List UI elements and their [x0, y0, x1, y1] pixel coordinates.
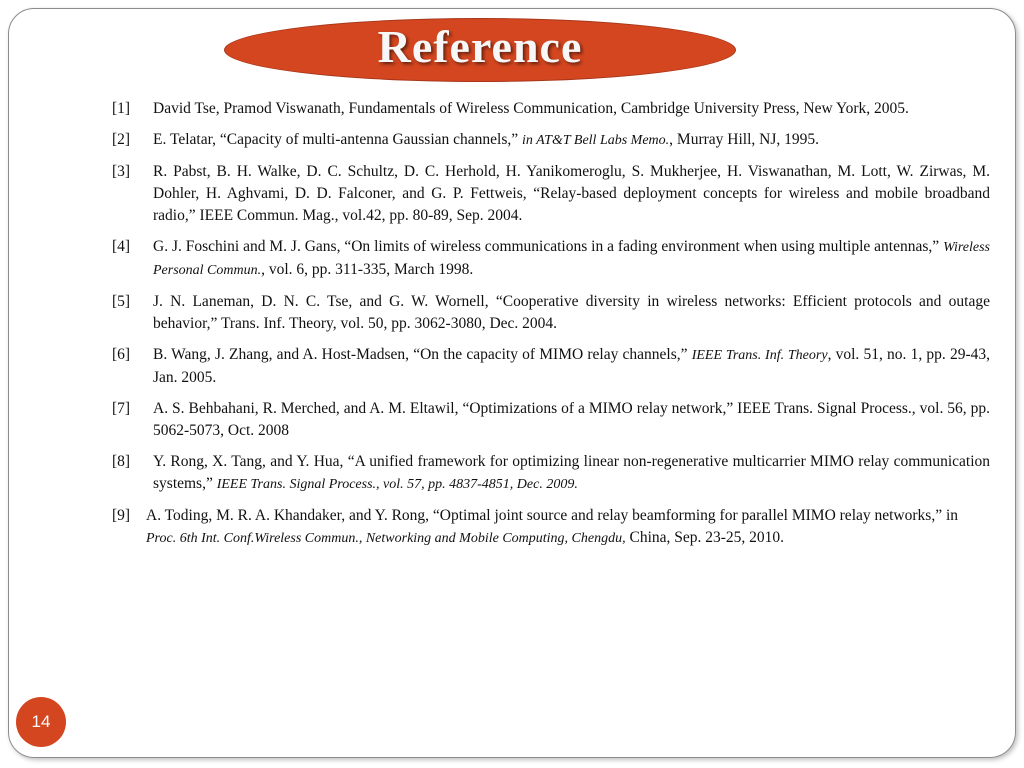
reference-item [112, 291, 990, 335]
reference-segment: China, Sep. 23-25, 2010. [625, 529, 785, 546]
reference-segment: , vol. 51, no. 1, pp. 29-43, Jan. 2005. [153, 346, 991, 386]
reference-italic-segment: IEEE Trans. Inf. Theory [691, 348, 828, 363]
reference-segment: E. Telatar, “Capacity of multi-antenna Gaussian channels,” [153, 131, 523, 148]
slide-title: Reference [377, 20, 583, 72]
reference-item [112, 161, 990, 227]
page-number: 14 [31, 712, 51, 731]
reference-text [153, 161, 990, 227]
reference-segment: J. N. Laneman, D. N. C. Tse, and G. W. Wornell, “Cooperative diversity in wireless networks: Efficient protocols and outage behavior,” Trans. Inf. Theory, vol. 50, pp. 3062-3080, Dec. 2004. [153, 293, 990, 332]
reference-item [112, 505, 972, 550]
reference-italic-segment: in AT&T Bell Labs Memo. [522, 133, 670, 148]
reference-segment: A. Toding, M. R. A. Khandaker, and Y. Rong, “Optimal joint source and relay beamforming for parallel MIMO relay networks,” in [146, 507, 959, 524]
reference-segment: A. S. Behbahani, R. Merched, and A. M. Eltawil, “Optimizations of a MIMO relay network,” IEEE Trans. Signal Process., vol. 56, pp. 5062-5073, Oct. 2008 [153, 400, 990, 439]
reference-item [112, 398, 990, 442]
reference-italic-segment: Wireless Personal Commun. [153, 240, 990, 278]
reference-number: [4] [112, 238, 131, 255]
reference-text [146, 505, 972, 550]
reference-item [112, 129, 990, 152]
reference-number: [6] [112, 346, 131, 363]
reference-number: [2] [112, 131, 131, 148]
reference-italic-segment: IEEE Trans. Signal Process., vol. 57, pp. 4837-4851, Dec. 2009. [216, 477, 578, 492]
reference-text [153, 398, 990, 442]
reference-item [112, 98, 990, 120]
reference-text [153, 291, 990, 335]
reference-text [153, 129, 990, 152]
title-banner [224, 18, 736, 82]
reference-segment: R. Pabst, B. H. Walke, D. C. Schultz, D. C. Herhold, H. Yanikomeroglu, S. Mukherjee, H. Viswanathan, M. Lott, W. Zirwas, M. Dohler, H. Aghvami, D. D. Falconer, and G. P. Fettweis, “Relay-based deployment concepts for wireless and mobile broadband radio,” IEEE Commun. Mag., vol.42, pp. 80-89, Sep. 2004. [153, 163, 990, 224]
reference-segment: B. Wang, J. Zhang, and A. Host-Madsen, “On the capacity of MIMO relay channels,” [153, 346, 692, 363]
reference-item [112, 344, 990, 389]
reference-segment: David Tse, Pramod Viswanath, Fundamentals of Wireless Communication, Cambridge University Press, New York, 2005. [153, 100, 909, 117]
reference-text [153, 451, 990, 496]
reference-item [112, 236, 990, 282]
reference-italic-segment: Proc. 6th Int. Conf.Wireless Commun., Networking and Mobile Computing, Chengdu, [146, 531, 626, 546]
reference-text [153, 236, 990, 282]
reference-number: [7] [112, 400, 131, 417]
reference-segment: G. J. Foschini and M. J. Gans, “On limits of wireless communications in a fading environment when using multiple antennas,” [153, 238, 944, 255]
page-number-badge [16, 697, 66, 747]
reference-segment: , Murray Hill, NJ, 1995. [669, 131, 819, 148]
reference-segment: Y. Rong, X. Tang, and Y. Hua, “A unified framework for optimizing linear non-regenerative multicarrier MIMO relay communication systems,” [153, 453, 990, 492]
reference-list [112, 98, 990, 559]
reference-item [112, 451, 990, 496]
reference-segment: , vol. 6, pp. 311-335, March 1998. [261, 261, 474, 278]
reference-number: [9] [112, 507, 131, 524]
reference-text [153, 344, 990, 389]
reference-text [153, 98, 990, 120]
reference-number: [5] [112, 293, 131, 310]
reference-number: [3] [112, 163, 131, 180]
reference-number: [1] [112, 100, 131, 117]
reference-number: [8] [112, 453, 131, 470]
